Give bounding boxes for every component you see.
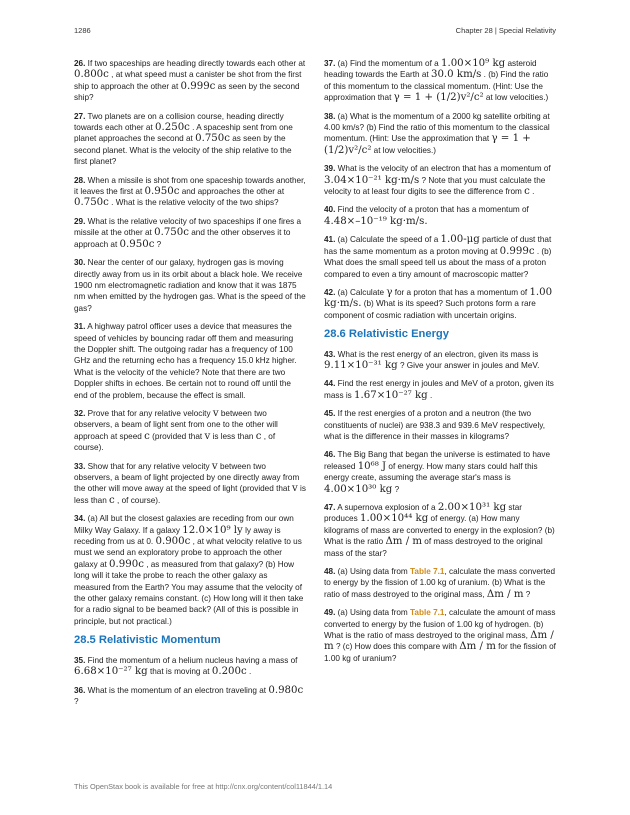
problem-48: 48. (a) Using data from Table 7.1, calculate the mass converted to energy by the fission of 1.00 kg of uranium. (b) What is the ratio of mass destroyed to the original mass, Δm / m ? bbox=[324, 567, 556, 600]
problem-43: 43. What is the rest energy of an electron, given its mass is 9.11×10⁻³¹ kg ? Give your answer in joules and MeV. bbox=[324, 349, 540, 371]
problem-36: 36. What is the momentum of an electron traveling at 0.980c ? bbox=[74, 684, 304, 706]
problem-27: 27. Two planets are on a collision course, heading directly towards each other at 0.250c . A spaceship sent from one planet approaches the second at 0.750c as seen by the second planet. What is the velocity of the ship relative to the first planet? bbox=[74, 111, 293, 167]
section-heading-relativistic-energy: 28.6 Relativistic Energy bbox=[324, 328, 449, 341]
problem-29: 29. What is the relative velocity of two spaceships if one fires a missile at the other at 0.750c and the other observes it to approach at 0.950c ? bbox=[74, 216, 302, 250]
problem-28: 28. When a missile is shot from one spaceship towards another, it leaves the first at 0.950c and approaches the other at 0.750c . What is the relative velocity of the two ships? bbox=[74, 175, 306, 209]
problem-42: 42. (a) Calculate γ for a proton that has a momentum of 1.00 kg·m/s. (b) What is its speed? Such protons form a rare component of cosmic radiation with uncertain origins. bbox=[324, 286, 553, 320]
problem-44: 44. Find the rest energy in joules and MeV of a proton, given its mass is 1.67×10⁻²⁷ kg . bbox=[324, 379, 554, 401]
problem-37: 37. (a) Find the momentum of a 1.00×10⁹ kg asteroid heading towards the Earth at 30.0 km/s . (b) Find the ratio of this momentum to the classical momentum. (Hint: Use the approximation that γ = 1 + (1/2)v²/c² at low velocities.) bbox=[324, 58, 549, 104]
problem-26: 26. If two spaceships are heading directly towards each other at 0.800c , at what speed must a canister be shot from the first ship to approach the other at 0.999c as seen by the second ship? bbox=[74, 59, 306, 103]
problem-47: 47. A supernova explosion of a 2.00×10³¹ kg star produces 1.00×10⁴⁴ kg of energy. (a) How many kilograms of mass are converted to energy in the explosion? (b) What is the ratio Δm / m of mass destroyed to the original mass of the star? bbox=[324, 502, 555, 558]
table-7-1-link[interactable]: Table 7.1 bbox=[410, 567, 445, 577]
problem-46: 46. The Big Bang that began the universe is estimated to have released 10⁶⁸ J of energy. How many stars could half this energy create, assuming the average star's mass is 4.00×10³⁰ kg ? bbox=[324, 450, 551, 495]
left-column bbox=[74, 58, 306, 714]
problem-30: 30. Near the center of our galaxy, hydrogen gas is moving directly away from us in its orbit about a black hole. We receive 1900 nm electromagnetic radiation and know that it was 1875 nm when emitted by the hydrogen gas. What is the speed of the gas? bbox=[74, 258, 306, 313]
problem-39: 39. What is the velocity of an electron that has a momentum of 3.04×10⁻²¹ kg·m/s ? Note that you must calculate the velocity to at least four digits to see the difference from c . bbox=[324, 164, 551, 198]
problem-34: 34. (a) All but the closest galaxies are receding from our own Milky Way Galaxy. If a galaxy 12.0×10⁹ ly ly away is receding from us at 0. 0.900c , at what velocity relative to us must we send an exploratory probe to approach the other galaxy at 0.990c , as measured from that galaxy? (b) How long will it take the probe to reach the other galaxy as measured from the Earth? You may assume that the velocity of the other galaxy remains constant. (c) How long will it then take for a radio signal to be beamed back? (All of this is possible in principle, but not practical.) bbox=[74, 514, 304, 626]
problem-45: 45. If the rest energies of a proton and a neutron (the two constituents of nuclei) are 938.3 and 939.6 MeV respectively, what is the difference in their masses in kilograms? bbox=[324, 409, 546, 441]
page-number: 1286 bbox=[74, 26, 91, 35]
problem-35: 35. Find the momentum of a helium nucleus having a mass of 6.68×10⁻²⁷ kg that is moving at 0.200c . bbox=[74, 655, 298, 678]
problem-38: 38. (a) What is the momentum of a 2000 kg satellite orbiting at 4.00 km/s? (b) Find the ratio of this momentum to the classical momentum. (Hint: Use the approximation that γ = 1 + (1/2)v²/c² at low velocities.) bbox=[324, 111, 550, 156]
chapter-header: Chapter 28 | Special Relativity bbox=[455, 26, 556, 35]
problem-31: 31. A highway patrol officer uses a device that measures the speed of vehicles by bouncing radar off them and measuring the Doppler shift. The outgoing radar has a frequency of 100 GHz and the returning echo has a frequency 15.0 kHz higher. What is the velocity of the vehicle? Note that there are two Doppler shifts in echoes. Be certain not to round off until the end of the problem, because the effect is small. bbox=[74, 322, 297, 400]
footer-note: This OpenStax book is available for free at http://cnx.org/content/col11844/1.14 bbox=[74, 782, 333, 791]
problem-33: 33. Show that for any relative velocity v between two observers, a beam of light projected by one directly away from the other will move away at the speed of light (provided that v is less than c , of course). bbox=[74, 460, 306, 506]
problem-32: 32. Prove that for any relative velocity v between two observers, a beam of light sent from one to the other will approach at speed c (provided that v is less than c , of course). bbox=[74, 407, 278, 453]
problem-49: 49. (a) Using data from Table 7.1, calculate the amount of mass converted to energy by the fusion of 1.00 kg of hydrogen. (b) What is the ratio of mass destroyed to the original mass, Δm / m ? (c) How does this compare with Δm / m for the fission of 1.00 kg of uranium? bbox=[324, 608, 556, 663]
section-heading-relativistic-momentum: 28.5 Relativistic Momentum bbox=[74, 634, 221, 647]
problem-40: 40. Find the velocity of a proton that has a momentum of 4.48×–10⁻¹⁹ kg·m/s. bbox=[324, 205, 529, 227]
table-7-1-link[interactable]: Table 7.1 bbox=[410, 608, 445, 618]
problem-41: 41. (a) Calculate the speed of a 1.00-μg particle of dust that has the same momentum as a proton moving at 0.999c . (b) What does the small speed tell us about the mass of a proton compared to even a tiny amount of macroscopic matter? bbox=[324, 234, 552, 279]
right-column bbox=[324, 58, 556, 671]
